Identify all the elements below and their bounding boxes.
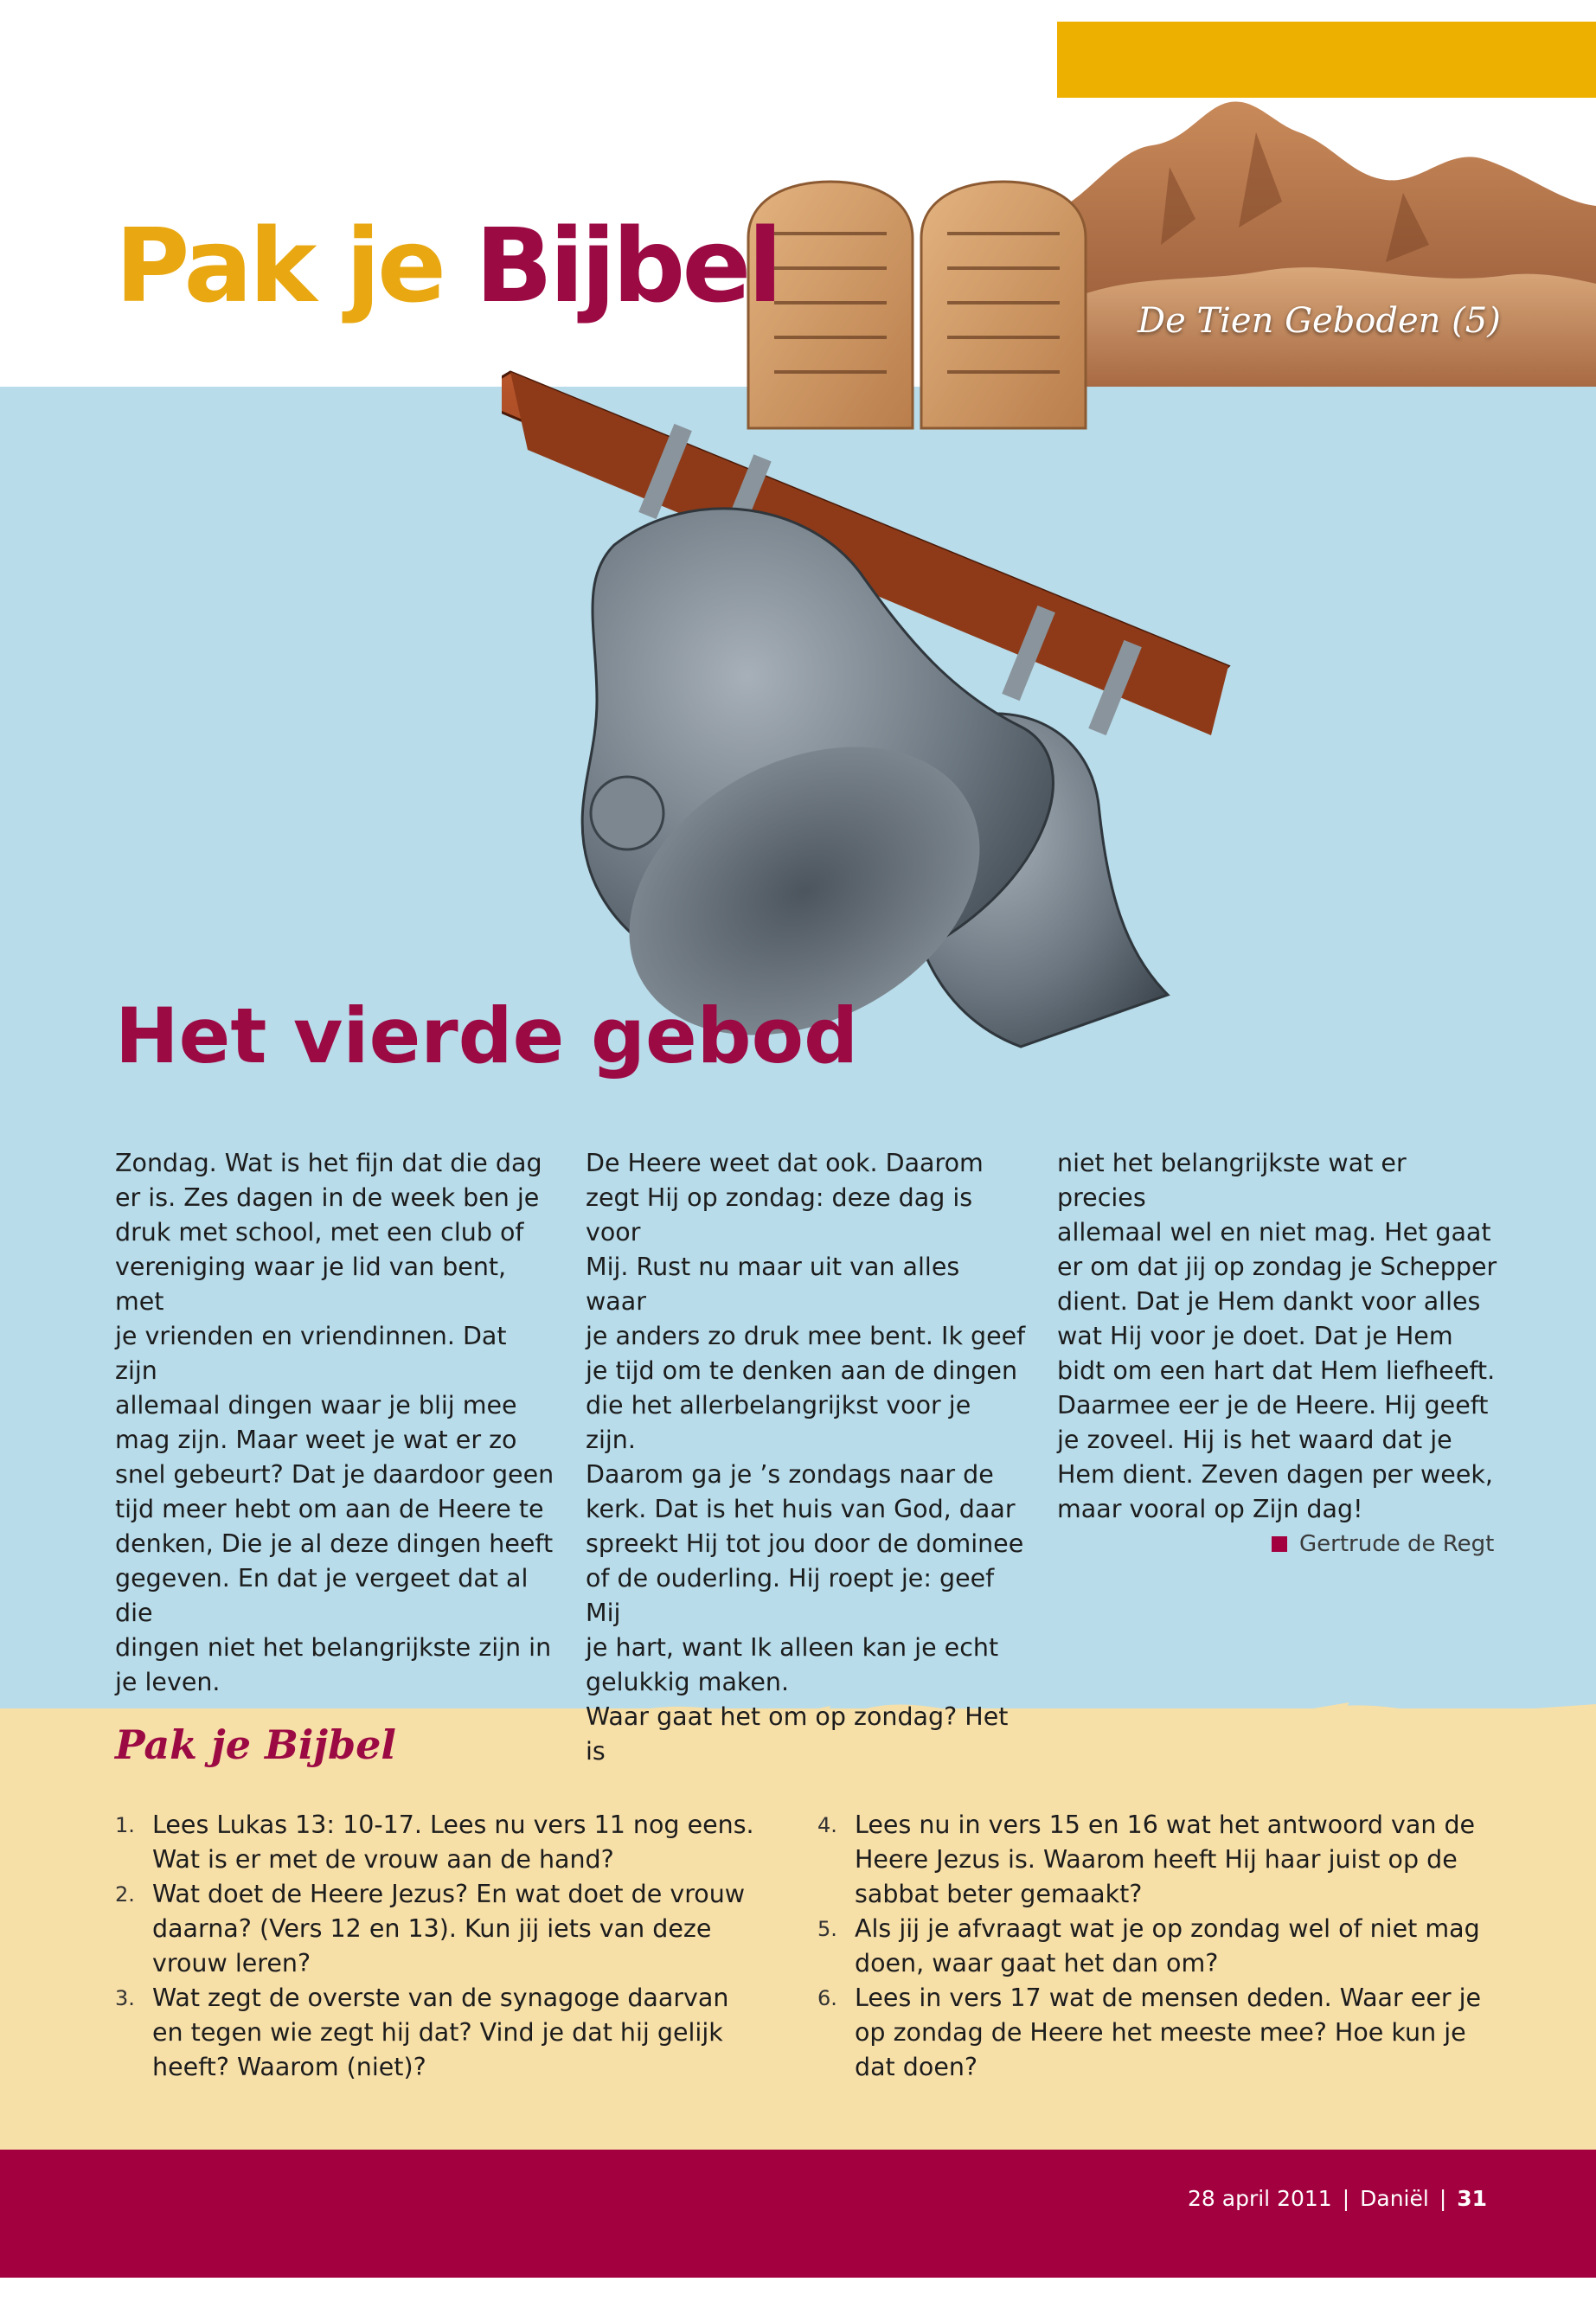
question-number: 4. [817, 1813, 837, 1837]
question-item [115, 1981, 755, 2085]
brand-word-pak: Pak [115, 206, 314, 325]
author-byline [1272, 1531, 1494, 1557]
issue-date: 28 april 2011 [1188, 2186, 1332, 2211]
question-list-left [115, 1808, 755, 2085]
question-item [817, 1808, 1501, 1912]
article-column-3: niet het belangrijkste wat er precies allemaal wel en niet mag. Het gaat er om dat jij op zondag je Schepper dient. Dat je Hem dankt voor alles wat Hij voor je doet. Dat je Hem bidt om een hart dat Hem liefheeft. Daarmee eer je de Heere. Hij geeft je zoveel. Hij is het waard dat je Hem dient. Zeven dagen per week, maar vooral op Zijn dag! [1057, 1149, 1497, 1523]
question-text: Lees nu in vers 15 en 16 wat het antwoord van de Heere Jezus is. Waarom heeft Hij haar juist op de sabbat beter gemaakt? [855, 1811, 1476, 1908]
header-accent-bar [1057, 22, 1596, 98]
question-text: Lees in vers 17 wat de mensen deden. Waar eer je op zondag de Heere het meeste mee? Hoe kun je dat doen? [855, 1984, 1482, 2081]
question-item [817, 1981, 1501, 2085]
brand-title [115, 206, 779, 325]
mountain-landscape-illustration [1057, 98, 1596, 387]
square-bullet-icon [1272, 1536, 1287, 1552]
questions-title: Pak je Bijbel [115, 1721, 396, 1768]
article-column-2: De Heere weet dat ook. Daarom zegt Hij op zondag: deze dag is voor Mij. Rust nu maar uit van alles waar je anders zo druk mee bent. Ik geef je tijd om te denken aan de dingen die het allerbelangrijkst voor je zijn. Daarom ga je ’s zondags naar de kerk. Dat is het huis van God, daar spreekt Hij tot jou door de dominee of de ouderling. Hij roept je: geef Mij je hart, want Ik alleen kan je echt gelukkig maken. Waar gaat het om op zondag? Het is [586, 1149, 1026, 1766]
church-bells-illustration [502, 355, 1237, 1073]
magazine-name: Daniël [1360, 2186, 1429, 2211]
question-number: 1. [115, 1813, 135, 1837]
question-item [817, 1912, 1501, 1981]
question-text: Wat doet de Heere Jezus? En wat doet de vrouw daarna? (Vers 12 en 13). Kun jij iets van deze vrouw leren? [152, 1880, 746, 1977]
article-title: Het vierde gebod [115, 991, 859, 1080]
question-item [115, 1808, 755, 1877]
question-text: Wat zegt de overste van de synagoge daarvan en tegen wie zegt hij dat? Vind je dat hij gelijk heeft? Waarom (niet)? [152, 1984, 729, 2081]
page-number: 31 [1457, 2186, 1488, 2211]
question-number: 5. [817, 1917, 837, 1941]
footer-band [0, 2150, 1596, 2278]
question-number: 3. [115, 1986, 135, 2010]
article-column-1: Zondag. Wat is het fijn dat die dag er is. Zes dagen in de week ben je druk met school, met een club of vereniging waar je lid van bent, met je vrienden en vriendinnen. Dat zijn allemaal dingen waar je blij mee mag zijn. Maar weet je wat er zo snel gebeurt? Dat je daardoor geen tijd meer hebt om aan de Heere te denken, Die je al deze dingen heeft gegeven. En dat je vergeet dat al die dingen niet het belangrijkste zijn in je leven. [115, 1149, 554, 1696]
brand-word-je: je [345, 206, 443, 325]
question-text: Lees Lukas 13: 10-17. Lees nu vers 11 nog eens. Wat is er met de vrouw aan de hand? [152, 1811, 754, 1874]
question-number: 6. [817, 1986, 837, 2010]
author-name: Gertrude de Regt [1299, 1531, 1495, 1557]
brand-word-bijbel: Bijbel [475, 206, 779, 325]
series-label: De Tien Geboden (5) [1138, 301, 1501, 341]
question-text: Als jij je afvraagt wat je op zondag wel of niet mag doen, waar gaat het dan om? [855, 1914, 1480, 1977]
page-footer: 28 april 2011 | Daniël | 31 [1188, 2186, 1488, 2211]
question-number: 2. [115, 1882, 135, 1907]
question-list-right [817, 1808, 1501, 2085]
question-item [115, 1877, 755, 1981]
